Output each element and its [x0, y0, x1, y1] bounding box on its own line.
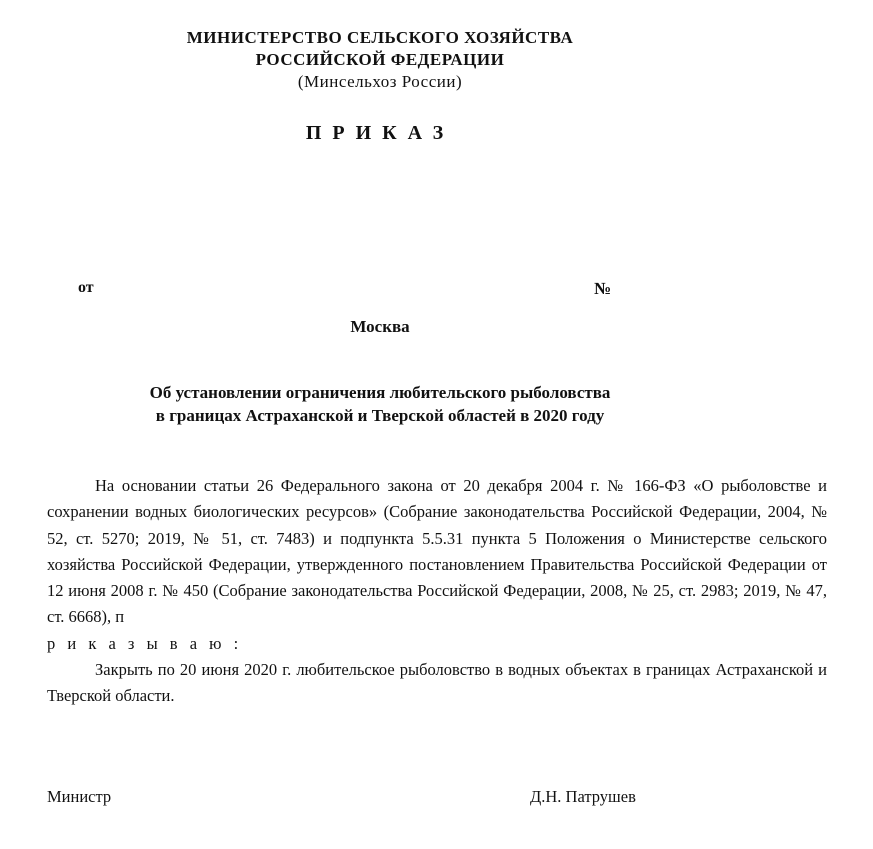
ministry-header	[0, 27, 760, 93]
signatory-title: Министр	[47, 787, 112, 806]
date-label: от	[78, 279, 94, 296]
preamble-text: На основании статьи 26 Федерального закона от 20 декабря 2004 г. № 166-ФЗ «О рыболовстве и сохранении водных биологических ресурсов» (Собрание законодательства Российской Федерации, 2004, № 52, ст. 5270; 2019, № 51, ст. 7483) и подпункта 5.5.31 пункта 5 Положения о Министерстве сельского хозяйства Российской Федерации, утвержденного постановлением Правительства Российской Федерации от 12 июня 2008 г. № 450 (Собрание законодательства Российской Федерации, 2008, № 25, ст. 2983; 2019, № 47, ст. 6668), п	[47, 476, 827, 627]
city-label: Москва	[350, 317, 410, 336]
ministry-short-name: (Минсельхоз России)	[297, 72, 463, 91]
preamble-paragraph	[47, 473, 827, 657]
order-title: ПРИКАЗ	[305, 122, 455, 144]
clause-paragraph: Закрыть по 20 июня 2020 г. любительское рыболовство в водных объектах в границах Астраханской и Тверской области.	[47, 660, 827, 706]
order-word: р и к а з ы в а ю :	[47, 633, 243, 653]
ministry-name-line1: МИНИСТЕРСТВО СЕЛЬСКОГО ХОЗЯЙСТВА	[186, 28, 574, 47]
order-body	[47, 473, 827, 710]
number-label: №	[594, 279, 612, 298]
subject-line1: Об установлении ограничения любительского рыболовства	[149, 383, 611, 402]
subject-line2: в границах Астраханской и Тверской областей в 2020 году	[155, 406, 605, 425]
ministry-name-line2: РОССИЙСКОЙ ФЕДЕРАЦИИ	[255, 50, 505, 69]
order-subject	[0, 381, 760, 427]
signatory-name: Д.Н. Патрушев	[530, 787, 636, 806]
